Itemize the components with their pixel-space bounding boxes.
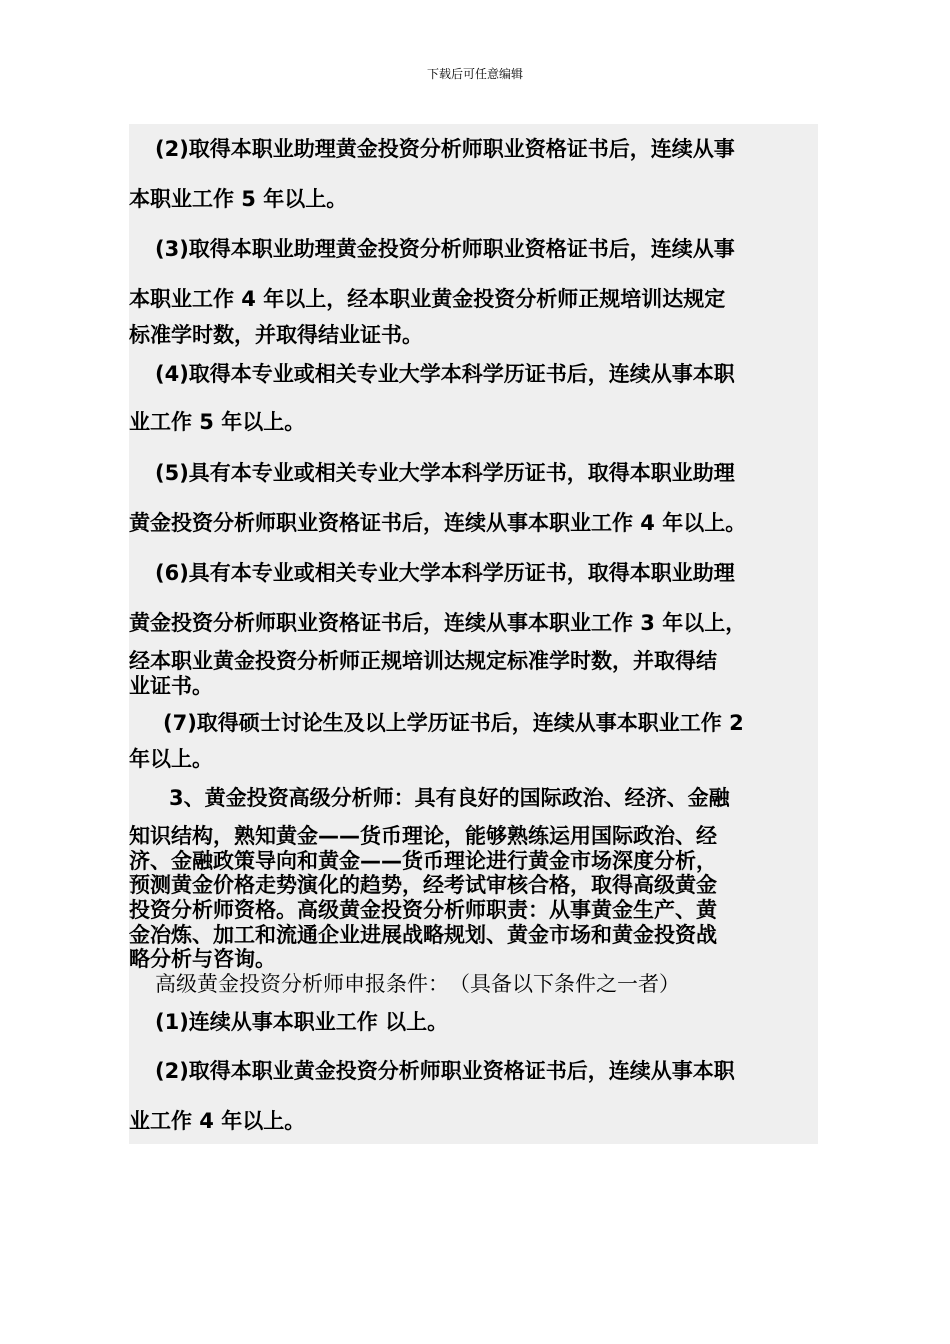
text-line: 略分析与咨询。 bbox=[129, 947, 276, 971]
text-line: 本职业工作 5 年以上。 bbox=[129, 187, 348, 211]
text-line: 预测黄金价格走势演化的趋势，经考试审核合格，取得高级黄金 bbox=[129, 873, 717, 897]
text-line: 业工作 5 年以上。 bbox=[129, 410, 306, 434]
text-line: 黄金投资分析师职业资格证书后，连续从事本职业工作 3 年以上， bbox=[129, 611, 747, 635]
text-line: (7)取得硕士讨论生及以上学历证书后，连续从事本职业工作 2 bbox=[163, 711, 744, 735]
text-line: (6)具有本专业或相关专业大学本科学历证书，取得本职业助理 bbox=[155, 561, 735, 585]
text-line: 业证书。 bbox=[129, 674, 213, 698]
text-line: (2)取得本职业黄金投资分析师职业资格证书后，连续从事本职 bbox=[155, 1059, 735, 1083]
text-line: 标准学时数，并取得结业证书。 bbox=[129, 323, 423, 347]
text-line: (3)取得本职业助理黄金投资分析师职业资格证书后，连续从事 bbox=[155, 237, 735, 261]
text-line: 金冶炼、加工和流通企业进展战略规划、黄金市场和黄金投资战 bbox=[129, 923, 717, 947]
text-line: 投资分析师资格。高级黄金投资分析师职责：从事黄金生产、黄 bbox=[129, 898, 717, 922]
text-line: 经本职业黄金投资分析师正规培训达规定标准学时数，并取得结 bbox=[129, 649, 717, 673]
text-line: (1)连续从事本职业工作 以上。 bbox=[155, 1010, 449, 1034]
document-body bbox=[129, 124, 818, 1144]
text-line: 本职业工作 4 年以上，经本职业黄金投资分析师正规培训达规定 bbox=[129, 287, 726, 311]
text-line: 年以上。 bbox=[129, 747, 213, 771]
text-line: 济、金融政策导向和黄金——货币理论进行黄金市场深度分析， bbox=[129, 849, 717, 873]
text-line: 业工作 4 年以上。 bbox=[129, 1109, 306, 1133]
text-line: (2)取得本职业助理黄金投资分析师职业资格证书后，连续从事 bbox=[155, 137, 735, 161]
text-line: (4)取得本专业或相关专业大学本科学历证书后，连续从事本职 bbox=[155, 362, 735, 386]
text-line: 黄金投资分析师职业资格证书后，连续从事本职业工作 4 年以上。 bbox=[129, 511, 747, 535]
text-line: 高级黄金投资分析师申报条件： （具备以下条件之一者） bbox=[155, 972, 680, 996]
text-line: 知识结构，熟知黄金——货币理论，能够熟练运用国际政治、经 bbox=[129, 824, 717, 848]
text-line: 3、黄金投资高级分析师：具有良好的国际政治、经济、金融 bbox=[169, 786, 730, 810]
text-line: (5)具有本专业或相关专业大学本科学历证书，取得本职业助理 bbox=[155, 461, 735, 485]
page-header: 下载后可任意编辑 bbox=[426, 67, 523, 81]
